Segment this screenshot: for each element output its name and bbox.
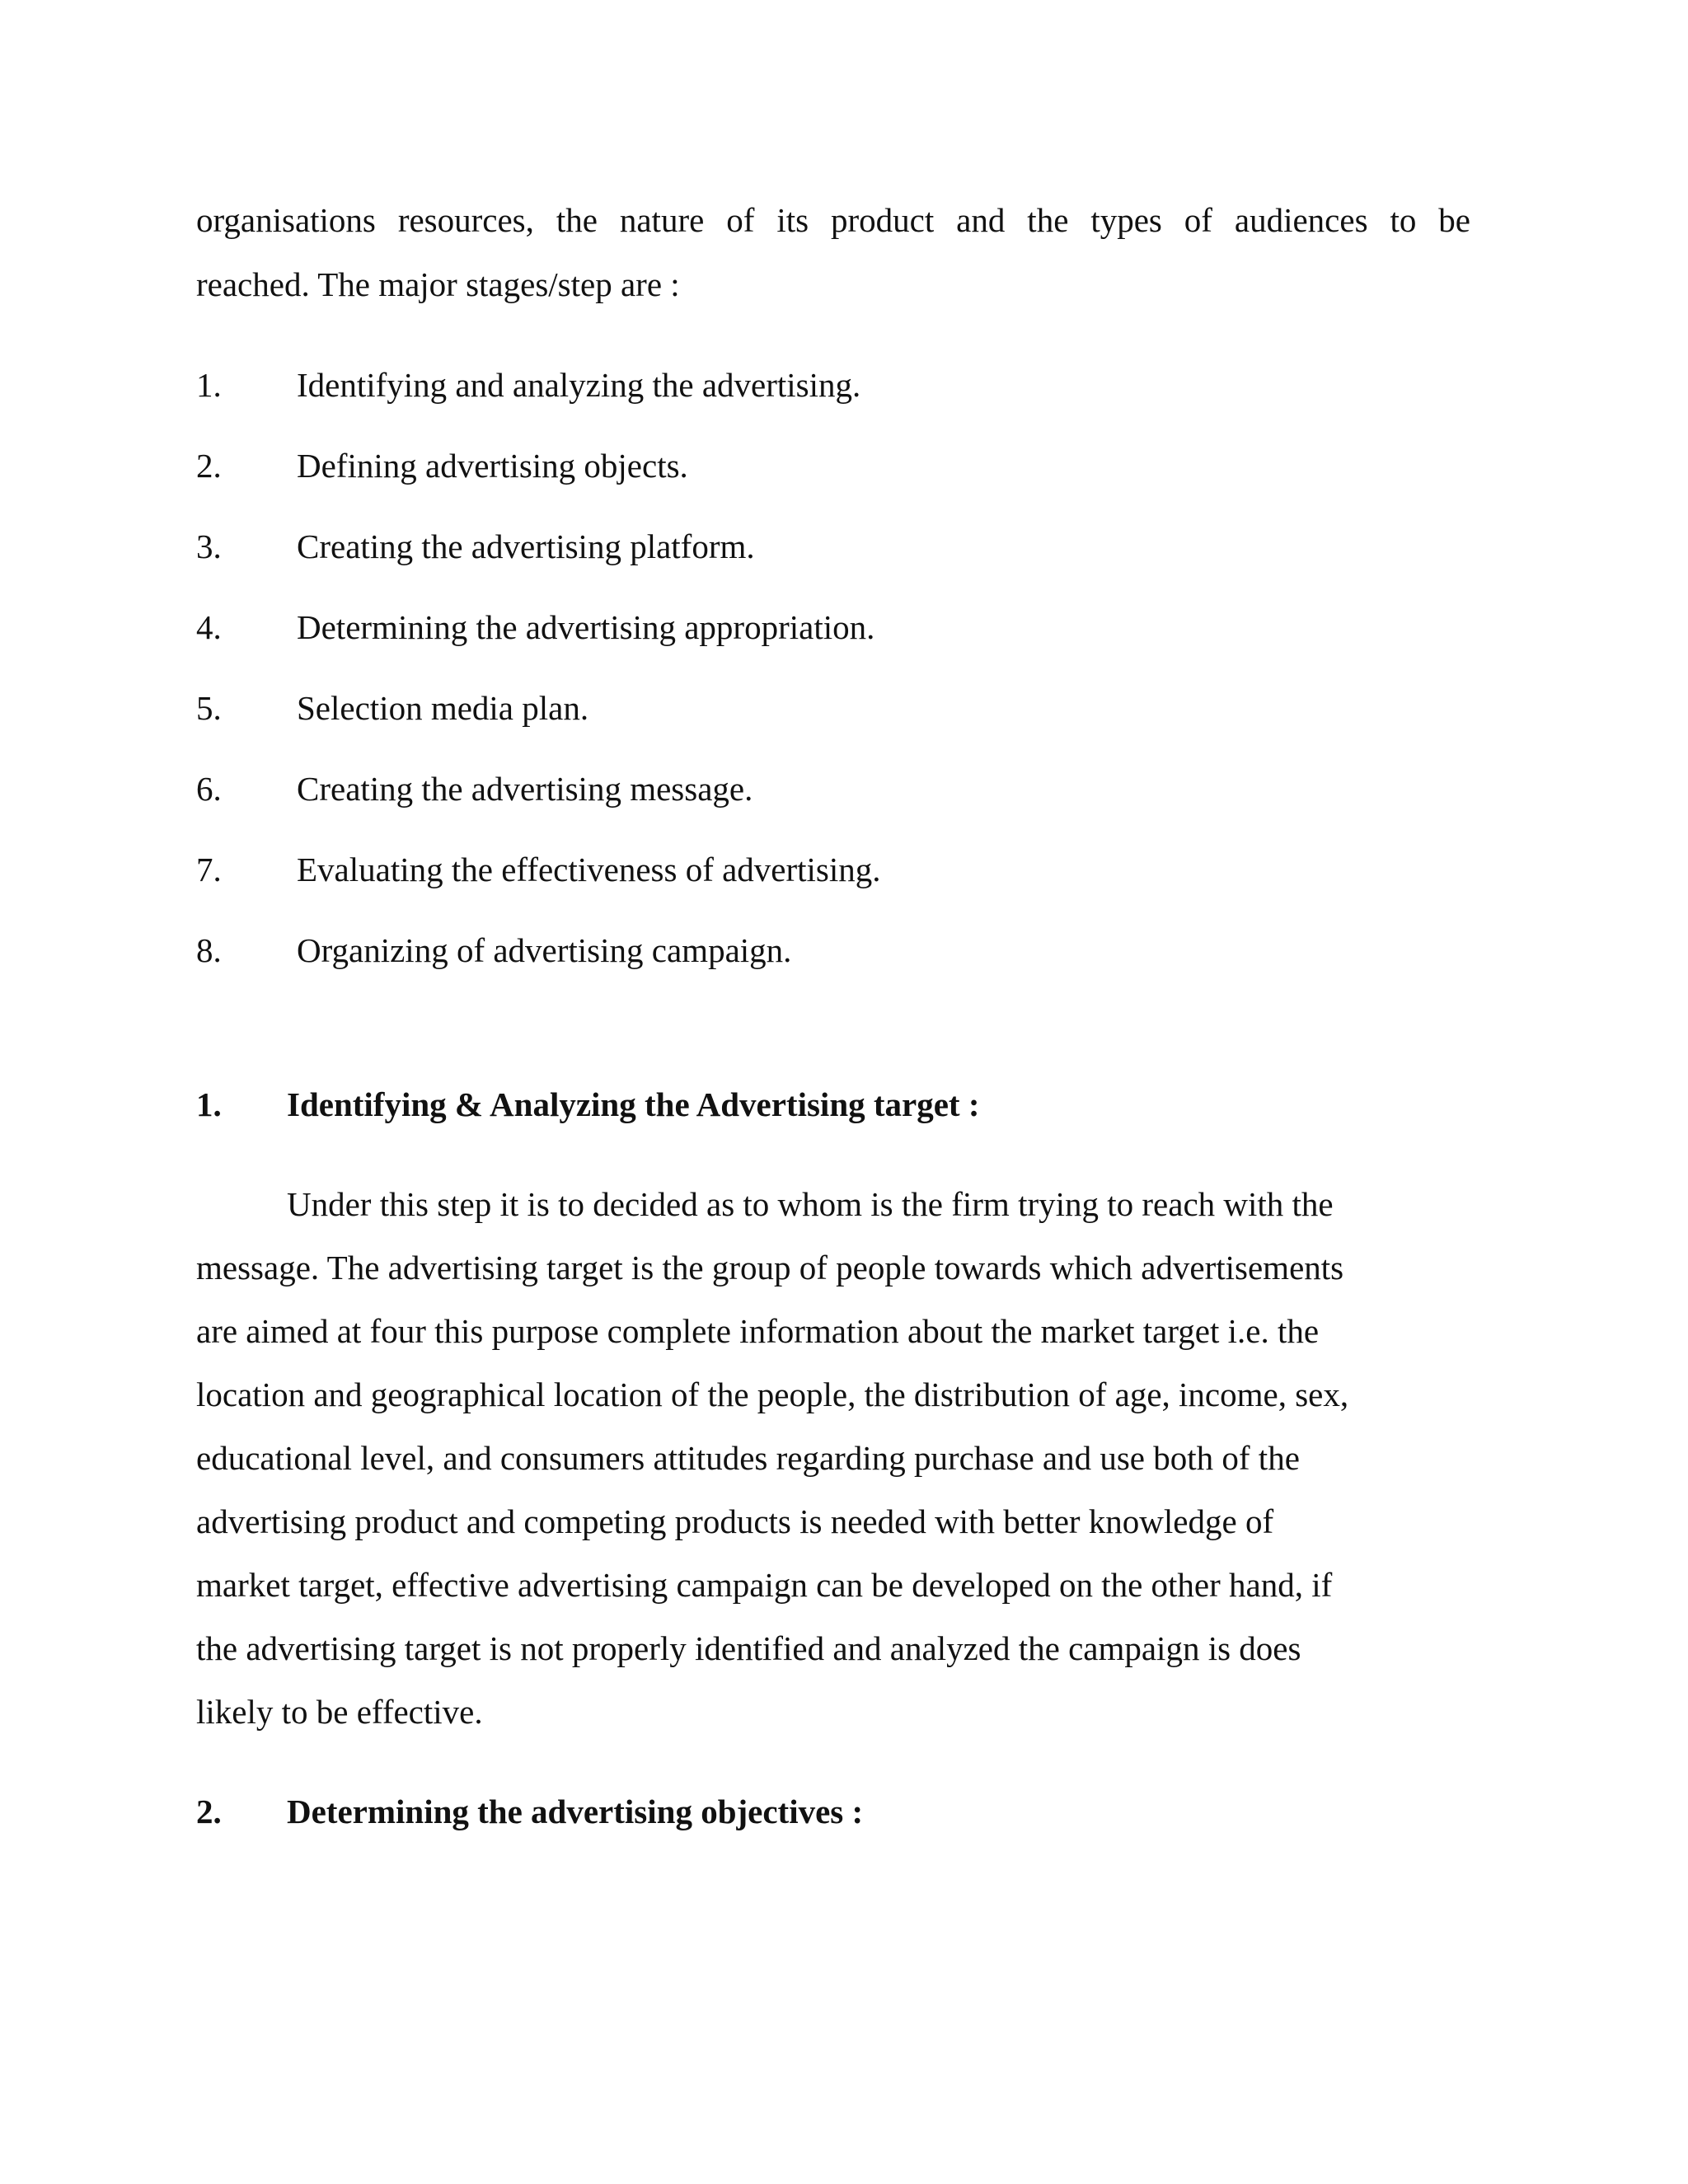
stage-number: 1. [196, 366, 222, 404]
stage-item-2 [196, 425, 1470, 506]
intro-paragraph [196, 188, 1470, 316]
section-1-paragraph [196, 1173, 1482, 1744]
stage-number: 3. [196, 527, 222, 565]
paragraph-line: location and geographical location of the people, the distribution of age, income, sex, [196, 1376, 1349, 1413]
intro-line-2: reached. The major stages/step are : [196, 265, 680, 303]
paragraph-line: likely to be effective. [196, 1693, 483, 1731]
stage-number: 6. [196, 770, 222, 808]
paragraph-line: are aimed at four this purpose complete information about the market target i.e. the [196, 1312, 1320, 1350]
stage-number: 5. [196, 689, 222, 727]
stage-text: Identifying and analyzing the advertising. [297, 366, 861, 404]
stage-item-6 [196, 748, 1470, 829]
stage-item-3 [196, 506, 1470, 587]
intro-line-1: organisations resources, the nature of its product and the types of audiences to be [196, 201, 1470, 239]
stage-text: Determining the advertising appropriation. [297, 608, 875, 646]
paragraph-line: educational level, and consumers attitudes regarding purchase and use both of the [196, 1439, 1300, 1477]
section-number: 2. [196, 1793, 222, 1830]
stages-list [196, 344, 1470, 991]
stage-item-7 [196, 829, 1470, 910]
stage-text: Evaluating the effectiveness of advertising. [297, 851, 881, 888]
paragraph-line: market target, effective advertising campaign can be developed on the other hand, if [196, 1566, 1333, 1604]
paragraph-line: message. The advertising target is the group of people towards which advertisements [196, 1249, 1344, 1286]
section-title: Determining the advertising objectives : [287, 1793, 864, 1830]
stage-number: 8. [196, 931, 222, 969]
stage-item-5 [196, 668, 1470, 748]
stage-number: 7. [196, 851, 222, 888]
stage-text: Creating the advertising platform. [297, 527, 755, 565]
stage-text: Organizing of advertising campaign. [297, 931, 792, 969]
paragraph-line: the advertising target is not properly identified and analyzed the campaign is does [196, 1629, 1301, 1667]
stage-item-1 [196, 344, 1470, 425]
section-title: Identifying & Analyzing the Advertising target : [287, 1085, 980, 1123]
stage-text: Defining advertising objects. [297, 447, 688, 485]
stage-item-4 [196, 587, 1470, 668]
stage-item-8 [196, 910, 1470, 991]
stage-number: 2. [196, 447, 222, 485]
section-number: 1. [196, 1085, 222, 1123]
stage-text: Creating the advertising message. [297, 770, 753, 808]
stage-number: 4. [196, 608, 222, 646]
stage-text: Selection media plan. [297, 689, 589, 727]
paragraph-line: Under this step it is to decided as to whom is the firm trying to reach with the [287, 1185, 1334, 1223]
paragraph-line: advertising product and competing products is needed with better knowledge of [196, 1502, 1274, 1540]
